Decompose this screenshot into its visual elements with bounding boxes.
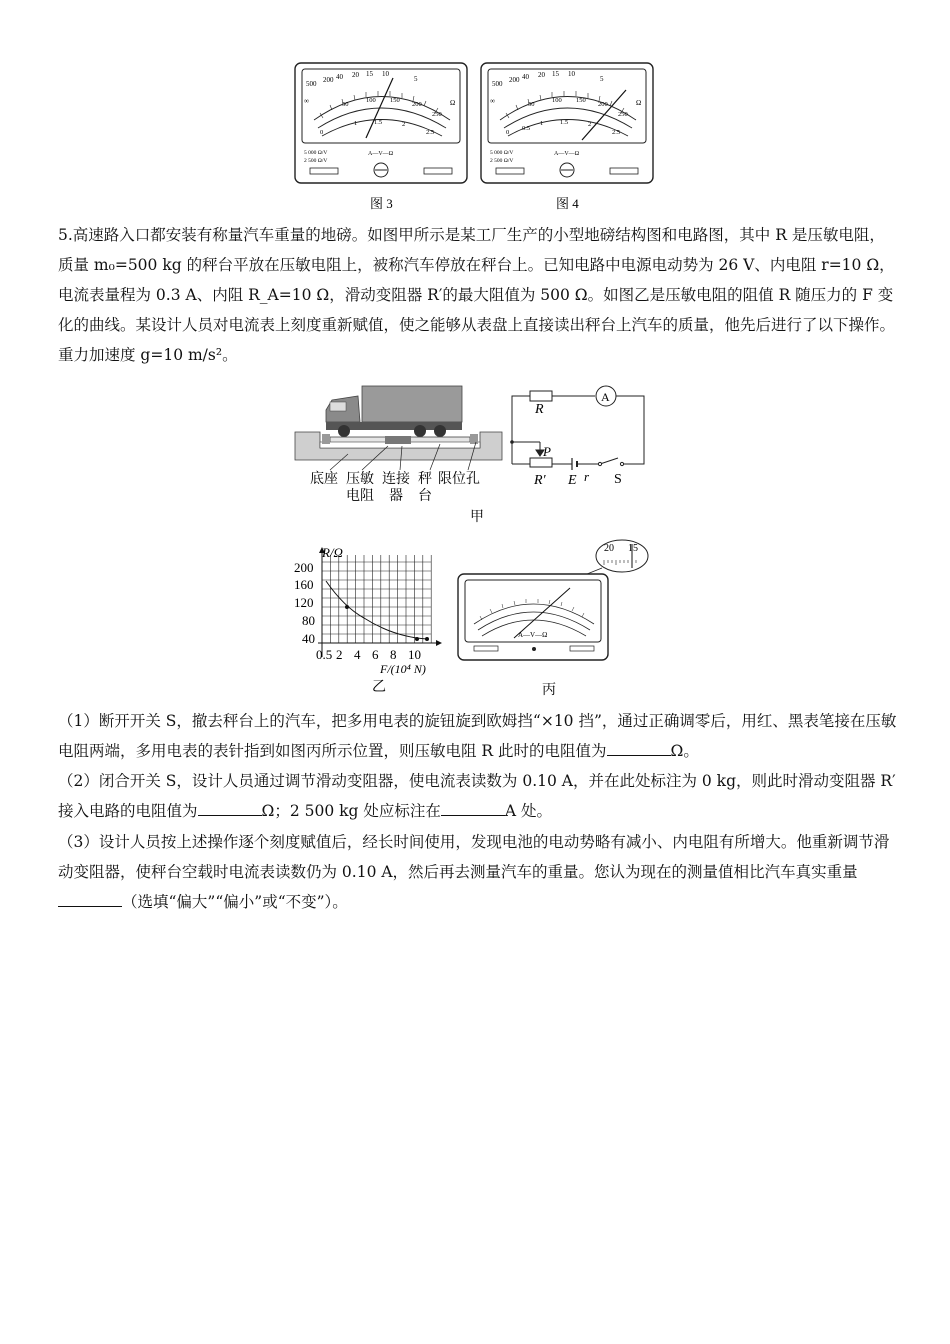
- meter4-low-0: 0: [506, 129, 510, 136]
- circuit-ammeter: A: [601, 390, 610, 404]
- bing-zoom-20: 20: [604, 543, 614, 554]
- meter3-scale-10: 10: [382, 70, 389, 78]
- meter3-mid-150: 150: [390, 97, 400, 104]
- question-1-text: （1）断开开关 S，撤去秤台上的汽车，把多用电表的旋钮旋到欧姆挡“×10 挡”，通过正确调零后，用红、黑表笔接在压敏电阻两端，多用电表的表针指到如图丙所示位置，则压敏电阻 R 此时的电阻值为: [58, 712, 897, 760]
- label-connector-2: 器: [389, 489, 403, 504]
- question-3-text: （3）设计人员按上述操作逐个刻度赋值后，经长时间使用，发现电池的电动势略有减小、内电阻有所增大。他重新调节滑动变阻器，使秤台空载时电流表读数仍为 0.10 A，然后再去测量汽车的重量。您认为现在的测量值相比汽车真实重量: [58, 833, 890, 881]
- yi-xtick-10: 10: [408, 647, 421, 662]
- yi-xtick-6: 6: [372, 647, 379, 662]
- jia-caption: 甲: [470, 510, 484, 525]
- meter3-mid-250: 250: [432, 111, 442, 118]
- label-base: 底座: [310, 472, 338, 487]
- yi-ylabel: R/Ω: [322, 545, 343, 560]
- question-2-mid: Ω；2 500 kg 处应标注在: [261, 802, 441, 820]
- meter4-mid-50: 50: [528, 101, 535, 108]
- question-2-tail: A 处。: [504, 802, 553, 820]
- question-3-tail: （选填“偏大”“偏小”或“不变”）。: [122, 893, 348, 911]
- bing-caption: 丙: [542, 683, 556, 698]
- answer-blank-1[interactable]: [607, 741, 671, 756]
- yi-ytick-200: 200: [294, 560, 314, 575]
- meter4-low-2: 2: [588, 121, 592, 128]
- circuit-R: R: [535, 402, 544, 417]
- meter4-low-1: 1: [540, 120, 544, 127]
- yi-ytick-80: 80: [302, 613, 315, 628]
- bing-center-label: A—V—Ω: [518, 631, 548, 639]
- fig3-caption: 图 3: [370, 196, 393, 211]
- meter4-scale-500: 500: [492, 80, 503, 88]
- meter4-mid-250: 250: [618, 111, 628, 118]
- meter3-sens1: 5 000 Ω/V: [304, 150, 328, 156]
- circuit-r: r: [584, 469, 590, 484]
- yi-xtick-8: 8: [390, 647, 397, 662]
- circuit-P: P: [543, 444, 551, 459]
- question-2: [58, 766, 898, 826]
- meter4-ohm: Ω: [636, 99, 642, 107]
- label-limit-hole: 限位孔: [438, 472, 480, 487]
- question-1: [58, 706, 898, 766]
- meter4-low-2-5: 2.5: [612, 129, 621, 136]
- yi-xtick-4: 4: [354, 647, 361, 662]
- meter3-low-2: 2: [402, 121, 406, 128]
- meter-fig3: [295, 63, 467, 183]
- circuit-E: E: [568, 473, 577, 488]
- question-1-unit: Ω。: [670, 742, 699, 760]
- circuit-Rprime: R′: [534, 473, 546, 488]
- meter3-low-1: 1: [354, 120, 358, 127]
- meter4-scale-20: 20: [538, 71, 545, 79]
- meter3-mid-200: 200: [412, 101, 422, 108]
- fig4-caption: 图 4: [556, 196, 579, 211]
- answer-blank-4[interactable]: [58, 892, 122, 907]
- bing-zoom-15: 15: [628, 543, 638, 554]
- label-platform-2: 台: [418, 489, 432, 504]
- meter3-scale-20: 20: [352, 71, 359, 79]
- meter3-sens2: 2 500 Ω/V: [304, 158, 328, 164]
- meter3-low-0: 0: [320, 129, 324, 136]
- meter4-scale-5: 5: [600, 75, 604, 83]
- meter4-scale-200: 200: [509, 76, 520, 84]
- question-2-text: （2）闭合开关 S，设计人员通过调节滑动变阻器，使电流表读数为 0.10 A，并在此处标注为 0 kg，则此时滑动变阻器 R′接入电路的电阻值为: [58, 772, 896, 820]
- meter-fig4: [481, 63, 653, 183]
- label-connector-1: 连接: [382, 472, 410, 487]
- answer-blank-2[interactable]: [198, 801, 262, 816]
- meter4-mid-100: 100: [552, 97, 562, 104]
- label-sensor-1: 压敏: [346, 472, 374, 487]
- meter4-mid-150: 150: [576, 97, 586, 104]
- meter4-low-0-5: 0.5: [522, 125, 531, 132]
- meter3-scale-5: 5: [414, 75, 418, 83]
- truck-illustration: [326, 386, 462, 437]
- meter3-mid-50: 50: [342, 101, 349, 108]
- meter-figures: [290, 58, 660, 218]
- meter3-center-label: A—V—Ω: [368, 151, 394, 157]
- label-sensor-2: 电阻: [346, 489, 374, 504]
- yi-caption: 乙: [372, 680, 386, 695]
- yi-ytick-40: 40: [302, 631, 315, 646]
- meter4-center-label: A—V—Ω: [554, 151, 580, 157]
- meter4-scale-10: 10: [568, 70, 575, 78]
- meter4-scale-40: 40: [522, 73, 529, 81]
- figure-yi-graph: [284, 545, 449, 695]
- yi-xtick-0-5: 0.5: [316, 647, 333, 662]
- meter4-sens2: 2 500 Ω/V: [490, 158, 514, 164]
- meter4-sens1: 5 000 Ω/V: [490, 150, 514, 156]
- meter3-scale-40: 40: [336, 73, 343, 81]
- yi-curve: [326, 581, 427, 639]
- question-3: [58, 827, 898, 917]
- answer-blank-3[interactable]: [441, 801, 505, 816]
- yi-ytick-120: 120: [294, 595, 314, 610]
- meter4-inf: ∞: [490, 97, 495, 105]
- label-platform-1: 秤: [418, 472, 432, 487]
- yi-ytick-160: 160: [294, 577, 314, 592]
- meter3-low-2-5: 2.5: [426, 129, 435, 136]
- circuit-S: S: [614, 472, 622, 487]
- meter3-mid-100: 100: [366, 97, 376, 104]
- meter3-ohm: Ω: [450, 99, 456, 107]
- meter3-scale-15: 15: [366, 70, 373, 78]
- meter4-mid-200: 200: [598, 101, 608, 108]
- yi-xtick-2: 2: [336, 647, 343, 662]
- question-intro: 5.高速路入口都安装有称量汽车重量的地磅。如图甲所示是某工厂生产的小型地磅结构图和电路图，其中 R 是压敏电阻，质量 m₀=500 kg 的秤台平放在压敏电阻上，被称汽车停放在秤台上。已知电路中电源电动势为 26 V、内电阻 r=10 Ω，电流表量程为 0.3 A、内阻 R_A=10 Ω，滑动变阻器 R′的最大阻值为 500 Ω。如图乙是压敏电阻的阻值 R 随压力的 F 变化的曲线。某设计人员对电流表上刻度重新赋值，使之能够从表盘上直接读出秤台上汽车的质量，他先后进行了以下操作。重力加速度 g=10 m/s²。: [58, 226, 896, 364]
- figure-jia: [290, 380, 660, 530]
- circuit-diagram: [512, 386, 644, 470]
- meter3-inf: ∞: [304, 97, 309, 105]
- yi-xlabel: F/(10⁴ N): [380, 662, 426, 676]
- figure-bing-meter: [452, 538, 652, 698]
- meter4-scale-15: 15: [552, 70, 559, 78]
- meter3-low-1-5: 1.5: [374, 119, 383, 126]
- meter3-scale-200: 200: [323, 76, 334, 84]
- meter3-scale-500: 500: [306, 80, 317, 88]
- meter4-low-1-5: 1.5: [560, 119, 569, 126]
